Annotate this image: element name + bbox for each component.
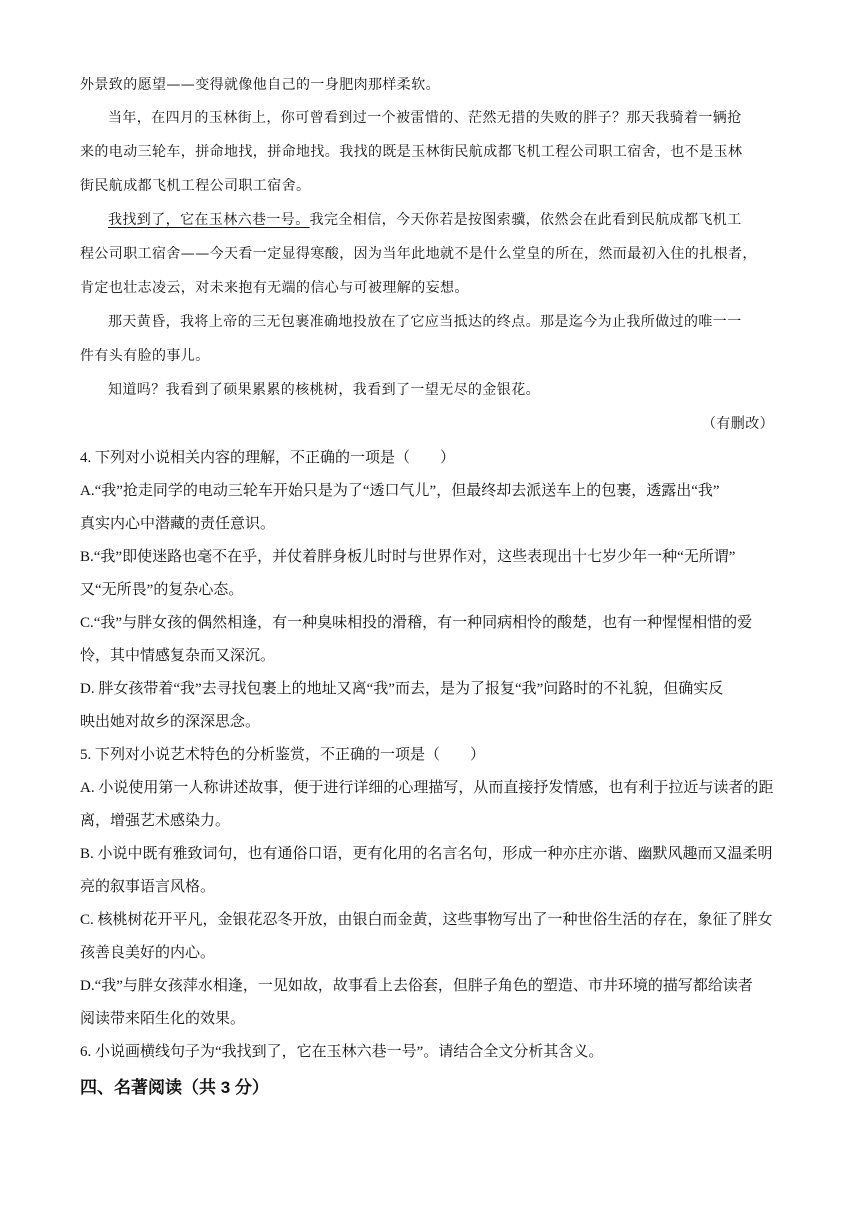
option-text: B. 小说中既有雅致词句，也有通俗口语，更有化用的名言名句，形成一种亦庄亦谐、幽默风趣而又温柔明 — [80, 846, 773, 862]
story-line: 程公司职工宿舍——今天看一定显得寒酸，因为当年此地就不是什么堂皇的所在，然而最初入住的扎根者， — [80, 246, 757, 262]
option-text: B.“我”即使迷路也毫不在乎，并仗着胖身板儿时时与世界作对，这些表现出十七岁少年一种“无所谓” — [80, 549, 736, 565]
option-text: 怜，其中情感复杂而又深沉。 — [80, 648, 276, 664]
story-text: 我完全相信，今天你若是按图索骥，依然会在此看到民航成都飞机工 — [309, 212, 742, 228]
section-heading: 四、名著阅读（共 3 分） — [80, 1078, 269, 1097]
story-line: 那天黄昏，我将上帝的三无包裹准确地投放在了它应当抵达的终点。那是迄今为止我所做过的唯一一 — [108, 314, 742, 330]
story-line: 来的电动三轮车，拼命地找，拼命地找。我找的既是玉林街民航成都飞机工程公司职工宿舍，也不是玉林 — [80, 144, 743, 160]
underlined-sentence: 我找到了，它在玉林六巷一号。 — [108, 212, 310, 228]
story-line: 肯定也壮志凌云，对未来抱有无端的信心与可被理解的妄想。 — [80, 280, 469, 296]
question-stem: 6. 小说画横线句子为“我找到了，它在玉林六巷一号”。请结合全文分析其含义。 — [80, 1044, 604, 1060]
option-text: 离，增强艺术感染力。 — [80, 813, 231, 829]
option-text: D. 胖女孩带着“我”去寻找包裹上的地址又离“我”而去，是为了报复“我”问路时的不礼貌，但确实反 — [80, 681, 724, 697]
revision-note: （有删改） — [702, 416, 774, 432]
option-text: 孩善良美好的内心。 — [80, 945, 216, 961]
option-text: 映出她对故乡的深深思念。 — [80, 714, 261, 730]
story-line: 当年，在四月的玉林街上，你可曾看到过一个被雷惜的、茫然无措的失败的胖子？那天我骑着一辆抢 — [108, 110, 742, 126]
story-line: 件有头有脸的事儿。 — [80, 348, 210, 364]
option-text: A. 小说使用第一人称讲述故事，便于进行详细的心理描写，从而直接抒发情感，也有利于拉近与读者的距 — [80, 780, 774, 796]
option-text: 阅读带来陌生化的效果。 — [80, 1011, 246, 1027]
option-text: 真实内心中潜藏的责任意识。 — [80, 516, 276, 532]
story-line: 外景致的愿望——变得就像他自己的一身肥肉那样柔软。 — [80, 77, 440, 93]
option-text: 亮的叙事语言风格。 — [80, 879, 216, 895]
option-text: 又“无所畏”的复杂心态。 — [80, 582, 244, 598]
option-text: C. 核桃树花开平凡，金银花忍冬开放，由银白而金黄，这些事物写出了一种世俗生活的存在，象征了胖女 — [80, 912, 773, 928]
story-line — [108, 209, 742, 229]
option-text: D.“我”与胖女孩萍水相逢，一见如故，故事看上去俗套，但胖子角色的塑造、市井环境的描写都给读者 — [80, 978, 753, 994]
question-stem: 4. 下列对小说相关内容的理解，不正确的一项是（ ） — [80, 450, 456, 466]
story-line: 街民航成都飞机工程公司职工宿舍。 — [80, 178, 311, 194]
option-text: C.“我”与胖女孩的偶然相逢，有一种臭味相投的滑稽，有一种同病相怜的酸楚，也有一种惺惺相惜的爱 — [80, 615, 753, 631]
story-line: 知道吗？我看到了硕果累累的核桃树，我看到了一望无尽的金银花。 — [108, 382, 540, 398]
question-stem: 5. 下列对小说艺术特色的分析鉴赏，不正确的一项是（ ） — [80, 747, 486, 763]
option-text: A.“我”抢走同学的电动三轮车开始只是为了“透口气儿”，但最终却去派送车上的包裹，透露出“我” — [80, 483, 720, 499]
